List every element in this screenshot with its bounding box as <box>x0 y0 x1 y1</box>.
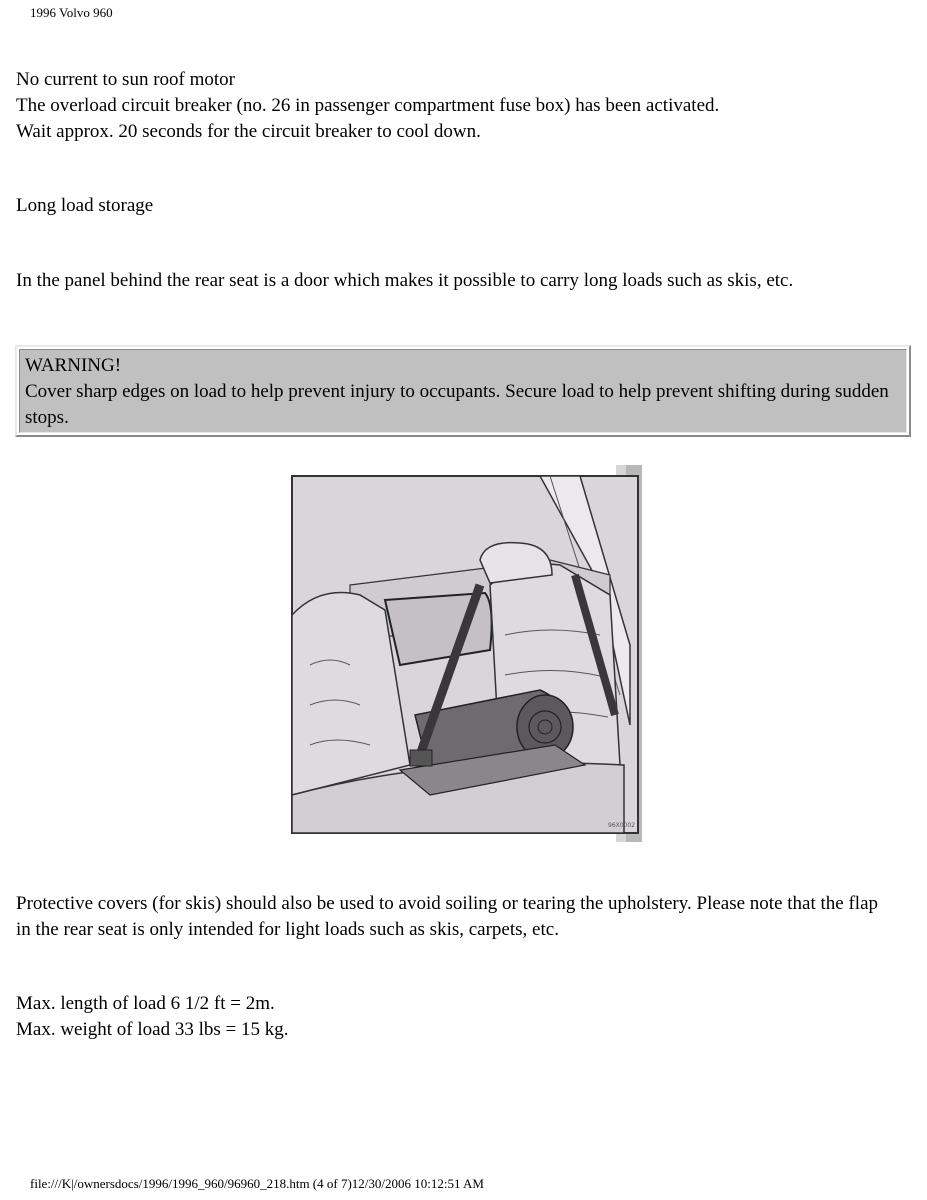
warning-box <box>15 345 911 437</box>
sunroof-section <box>16 67 719 145</box>
page-header-title: 1996 Volvo 960 <box>30 5 113 20</box>
sunroof-heading: No current to sun roof motor <box>16 69 235 90</box>
warning-content <box>19 349 907 433</box>
sunroof-line-1: The overload circuit breaker (no. 26 in passenger compartment fuse box) has been activated. <box>16 95 720 116</box>
warning-text: Cover sharp edges on load to help prevent injury to occupants. Secure load to help prevent shifting during sudden stops. <box>25 381 889 428</box>
max-length: Max. length of load 6 1/2 ft = 2m. <box>16 993 275 1014</box>
rear-seat-illustration <box>290 465 642 842</box>
long-load-heading: Long load storage <box>16 195 154 216</box>
warning-title: WARNING! <box>25 355 122 376</box>
long-load-intro: In the panel behind the rear seat is a door which makes it possible to carry long loads such as skis, etc. <box>16 270 794 291</box>
figure-code: 96X0002 <box>608 822 636 829</box>
protective-covers-note: Protective covers (for skis) should also be used to avoid soiling or tearing the upholstery. Please note that the flap in the rear seat is only intended for light loads such as skis, carpets, etc. <box>16 893 879 940</box>
page-footer-path: file:///K|/ownersdocs/1996/1996_960/96960_218.htm (4 of 7)12/30/2006 10:12:51 AM <box>30 1176 484 1191</box>
sunroof-line-2: Wait approx. 20 seconds for the circuit breaker to cool down. <box>16 121 481 142</box>
load-limits <box>16 991 288 1043</box>
max-weight: Max. weight of load 33 lbs = 15 kg. <box>16 1019 289 1040</box>
